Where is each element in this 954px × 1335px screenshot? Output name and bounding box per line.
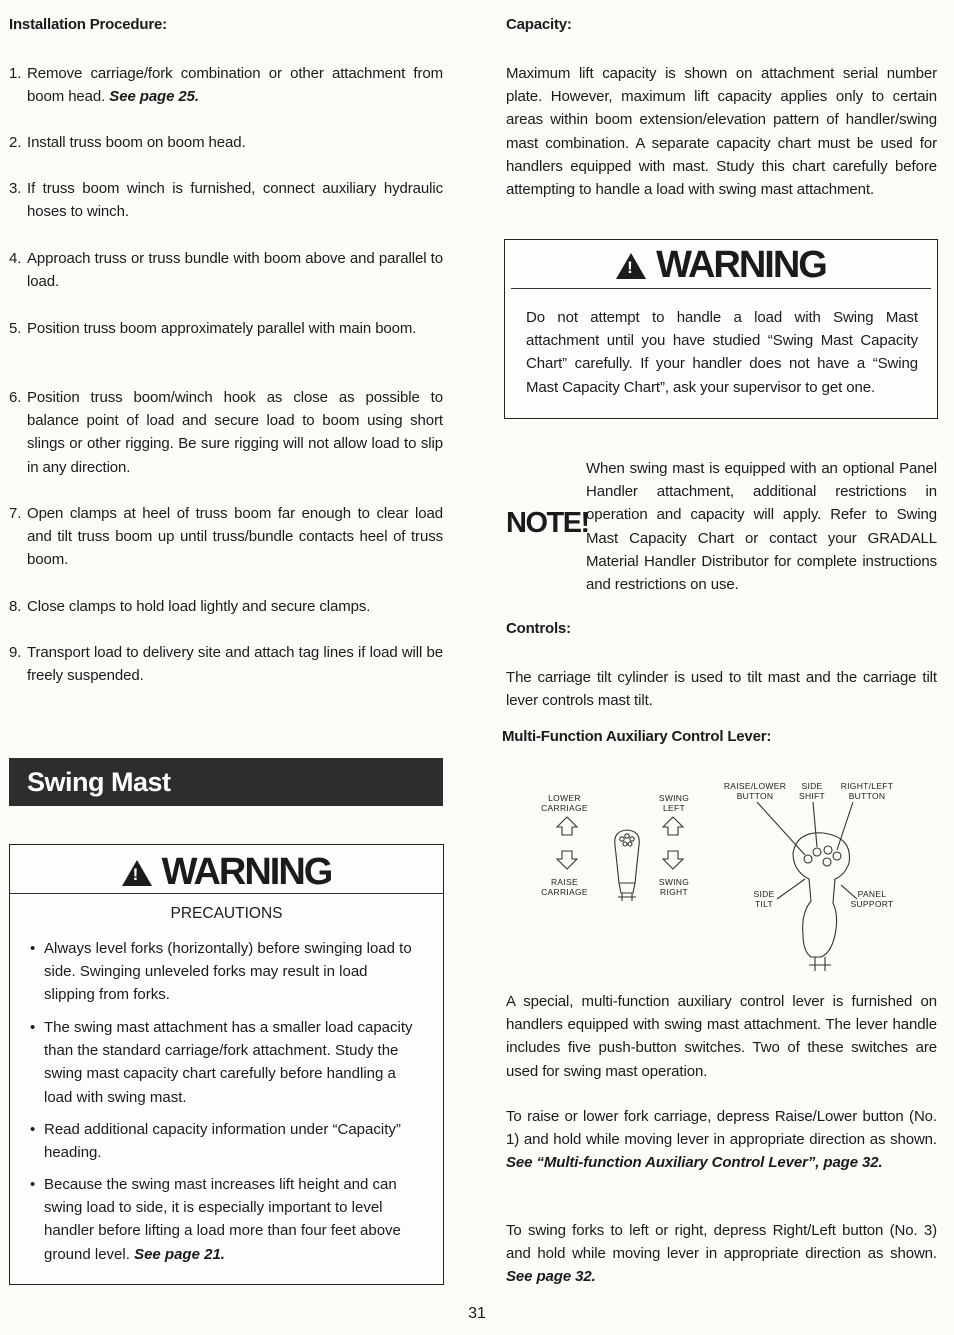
lever-description: A special, multi-function auxiliary control lever is furnished on handlers equipped with swing mast attachment. The lever handle includes five push-button switches. Two of these switches are used for swing mast operation. [506, 993, 937, 1080]
controls-text: The carriage tilt cylinder is used to tilt mast and the carriage tilt lever controls mast tilt. [506, 669, 937, 710]
page-ref: See page 21. [134, 1245, 225, 1263]
step-8 [9, 595, 443, 618]
warning-divider [10, 893, 443, 894]
step-text: Open clamps at heel of truss boom far enough to clear load and tilt truss boom up until truss/bundle contacts heel of truss boom. [27, 505, 443, 569]
raise-text: To raise or lower fork carriage, depress Raise/Lower button (No. 1) and hold while moving lever in appropriate direction as shown. [506, 1108, 937, 1149]
warning-title-text: WARNING [656, 244, 826, 286]
label-swing-right: SWING RIGHT [658, 877, 690, 897]
bullet-text: The swing mast attachment has a smaller load capacity than the standard carriage/fork attachment. Study the swing mast capacity chart carefully before handling a load with swing mast. [44, 1019, 413, 1106]
step-3 [9, 177, 443, 223]
label-side-shift: SIDE SHIFT [798, 781, 826, 801]
step-9 [9, 641, 443, 687]
installation-heading: Installation Procedure: [9, 16, 167, 33]
arrow-up-icon [663, 817, 683, 835]
step-text: Transport load to delivery site and attach tag lines if load will be freely suspended. [27, 644, 443, 685]
warning-title [505, 243, 937, 287]
page-number: 31 [468, 1305, 486, 1322]
label-lower-carriage: LOWER CARRIAGE [541, 793, 588, 813]
step-number: 4. [9, 250, 22, 267]
precautions-warning-box [9, 844, 444, 1285]
control-lever-diagram [505, 775, 937, 980]
step-number: 8. [9, 598, 22, 615]
page-ref: See page 25. [109, 88, 199, 106]
arrow-up-icon [557, 817, 577, 835]
label-right-left-button: RIGHT/LEFT BUTTON [840, 781, 894, 801]
lever-diagram-graphic [505, 775, 937, 980]
precaution-bullet: • Always level forks (horizontally) before swinging load to side. Swinging unleveled forks may result in load slipping from forks. [30, 940, 412, 1004]
precaution-bullet: • The swing mast attachment has a smaller load capacity than the standard carriage/fork attachment. Study the swing mast capacity chart carefully before handling a load with swing mast. [30, 1019, 413, 1106]
step-number: 6. [9, 389, 22, 406]
label-raise-lower-button: RAISE/LOWER BUTTON [723, 781, 787, 801]
controls-heading: Controls: [506, 620, 571, 637]
swing-instructions [506, 1219, 937, 1289]
step-number: 9. [9, 644, 22, 661]
warning-title-text: WARNING [161, 851, 332, 893]
warning-triangle-icon [122, 860, 152, 886]
page-ref: See page 32. [506, 1268, 596, 1286]
warning-text: Do not attempt to handle a load with Swing Mast attachment until you have studied “Swing Mast Capacity Chart” carefully. If your handler does not have a “Swing Mast Capacity Chart”, ask your supervisor to get one. [526, 309, 918, 396]
note-text: When swing mast is equipped with an optional Panel Handler attachment, additional restrictions in operation and capacity will apply. Refer to Swing Mast Capacity Chart or contact your GRADALL Material Handler Distributor for complete instructions and restrictions on use. [586, 460, 937, 594]
step-text: Install truss boom on boom head. [27, 134, 246, 151]
bullet-text: Because the swing mast increases lift height and can swing load to side, it is especially important to level handler before lifting a load more than four feet above ground level. [44, 1176, 401, 1263]
precaution-bullet: • Because the swing mast increases lift height and can swing load to side, it is especially important to level handler before lifting a load more than four feet above ground level. See page 21. [30, 1176, 401, 1263]
precaution-bullet: • Read additional capacity information under “Capacity” heading. [30, 1121, 401, 1162]
capacity-heading: Capacity: [506, 16, 572, 33]
raise-lower-instructions [506, 1105, 937, 1175]
step-text: Remove carriage/fork combination or other attachment from boom head. [27, 65, 443, 106]
step-text: Approach truss or truss bundle with boom above and parallel to load. [27, 250, 443, 291]
step-text: If truss boom winch is furnished, connect auxiliary hydraulic hoses to winch. [27, 180, 443, 221]
label-raise-carriage: RAISE CARRIAGE [541, 877, 588, 897]
label-panel-support: PANEL SUPPORT [850, 889, 894, 909]
lever-heading: Multi-Function Auxiliary Control Lever: [502, 728, 772, 745]
capacity-text: Maximum lift capacity is shown on attachment serial number plate. However, maximum lift capacity applies only to certain areas within boom extension/elevation pattern of handler/swing mast combination. A separate capacity chart must be used for handlers equipped with mast. Study this chart carefully before attempting to handle a load with swing mast attachment. [506, 65, 937, 199]
step-number: 3. [9, 180, 22, 197]
step-7 [9, 502, 443, 572]
arrow-down-icon [663, 851, 683, 869]
step-text: Position truss boom approximately parallel with main boom. [27, 320, 417, 337]
step-number: 5. [9, 320, 22, 337]
warning-divider [511, 288, 931, 289]
label-side-tilt: SIDE TILT [753, 889, 775, 909]
step-6 [9, 386, 443, 479]
step-number: 7. [9, 505, 22, 522]
label-swing-left: SWING LEFT [658, 793, 690, 813]
note-label: NOTE! [506, 507, 589, 539]
page-ref: See “Multi-function Auxiliary Control Lever”, page 32. [506, 1154, 883, 1172]
step-5 [9, 317, 443, 340]
bullet-text: Read additional capacity information under “Capacity” heading. [44, 1121, 401, 1162]
step-number: 2. [9, 134, 22, 151]
step-2 [9, 131, 443, 154]
swing-text: To swing forks to left or right, depress Right/Left button (No. 3) and hold while moving lever in appropriate direction as shown. [506, 1222, 937, 1263]
warning-title [10, 850, 443, 894]
precautions-subtitle: PRECAUTIONS [170, 905, 283, 922]
warning-triangle-icon [616, 253, 646, 279]
step-4 [9, 247, 443, 293]
step-text: Close clamps to hold load lightly and secure clamps. [27, 598, 371, 615]
step-text: Position truss boom/winch hook as close as possible to balance point of load and secure load to boom using short slings or other rigging. Be sure rigging will not allow load to slip in any direction. [27, 389, 443, 476]
bullet-text: Always level forks (horizontally) before swinging load to side. Swinging unleveled forks may result in load slipping from forks. [44, 940, 412, 1004]
capacity-warning-box [504, 239, 938, 419]
arrow-down-icon [557, 851, 577, 869]
step-number: 1. [9, 65, 22, 82]
step-1 [9, 62, 443, 108]
swing-mast-section-title: Swing Mast [9, 758, 443, 806]
